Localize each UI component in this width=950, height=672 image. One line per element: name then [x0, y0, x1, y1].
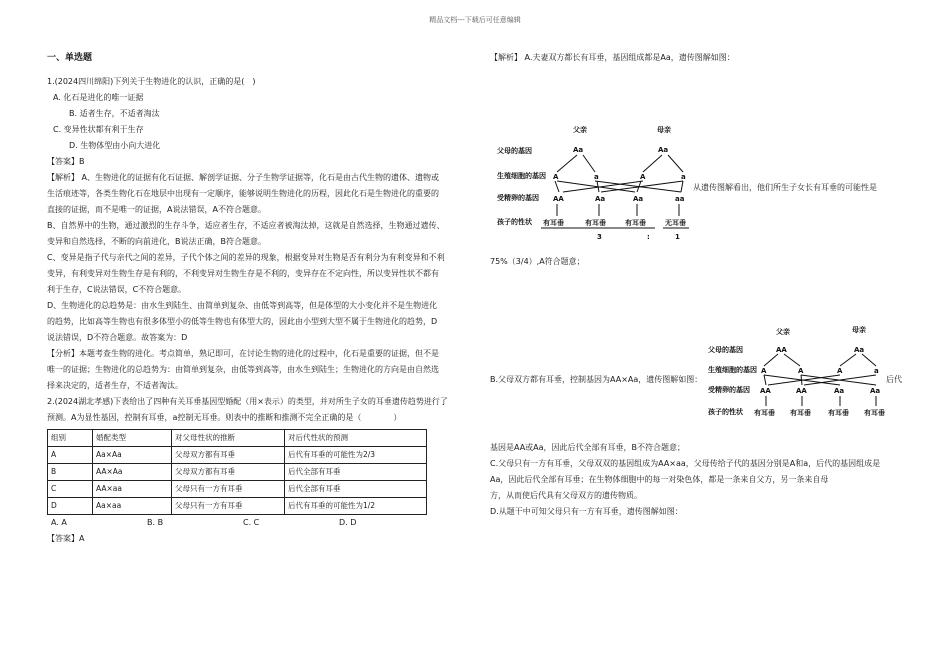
q2-options	[47, 515, 467, 531]
trait-label: 有耳垂	[754, 409, 775, 417]
diagram-row-label: 父母的基因	[708, 346, 743, 354]
analysis-line: 的趋势，比如高等生物也有很多体型小的低等生物也有体型大的，因此由小型到大型不属于生物进化的趋势，D	[47, 317, 438, 326]
table-cell: Aa×Aa	[93, 447, 172, 464]
analysis-line: 择来决定的，适者生存，不适者淘汰。	[47, 381, 183, 390]
zygote-gene: AA	[796, 387, 807, 395]
side-text-a	[693, 180, 877, 196]
section-title: 一、单选题	[47, 53, 93, 63]
parent-gene: Aa	[658, 146, 669, 154]
gamete-gene: a	[681, 173, 686, 181]
analysis-line: 生活痕迹等，各类生物化石在地层中出现有一定顺序，能够说明生物进化的历程，因此化石是生物进化的重要的	[47, 189, 439, 198]
gamete-gene: A	[761, 367, 767, 375]
zygote-gene: Aa	[870, 387, 881, 395]
d-text: D.从题干中可知父母只有一方有耳垂，遗传图解如图：	[490, 507, 683, 516]
table-cell: AA×aa	[93, 481, 172, 498]
q2-stem-line: 预测。A为显性基因，控制有耳垂，a控制无耳垂。则表中的推断和推测不完全正确的是（ ）	[47, 413, 402, 422]
table-header: 对后代性状的预测	[285, 430, 427, 447]
q1-option-d: D. 生物体型由小向大进化	[69, 141, 161, 150]
table-cell: 后代全部有耳垂	[285, 481, 427, 498]
gamete-gene: A	[798, 367, 804, 375]
b-text	[490, 372, 702, 388]
inheritance-diagram-a	[495, 118, 690, 243]
zygote-gene: Aa	[633, 195, 644, 203]
c-line: Aa，因此后代全部有耳垂；在生物体细胞中的每一对染色体，都是一条来自父方，另一条来自母	[490, 475, 829, 484]
table-cell: A	[48, 447, 93, 464]
b-side-line: 后代	[886, 375, 902, 384]
parent-gene: Aa	[573, 146, 584, 154]
table-cell: 父母双方都有耳垂	[172, 447, 285, 464]
q1-answer: 【答案】B	[47, 157, 85, 166]
zygote-gene: AA	[760, 387, 771, 395]
table-row	[48, 464, 427, 481]
table-header: 组别	[48, 430, 93, 447]
diagram-row-label: 受精卵的基因	[497, 194, 539, 202]
after-a	[490, 254, 585, 270]
right-analysis-a	[490, 50, 910, 66]
table-cell: D	[48, 498, 93, 515]
table-cell: 后代全部有耳垂	[285, 464, 427, 481]
b-side	[886, 372, 902, 388]
analysis-line: 【分析】本题考查生物的进化。考点简单，熟记即可，在讨论生物的进化的过程中，化石是重要的证据，但不是	[47, 349, 439, 358]
table-cell: 后代有耳垂的可能性为2/3	[285, 447, 427, 464]
table-cell: 父母只有一方有耳垂	[172, 498, 285, 515]
diagram-row-label: 生殖细胞的基因	[708, 366, 757, 374]
analysis-line: D、生物进化的总趋势是：由水生到陆生、由简单到复杂、由低等到高等，但是体型的大小变化并不是生物进化	[47, 301, 438, 310]
q2-option-b: B. B	[147, 518, 164, 527]
q1-option-c: C. 变异性状都有利于生存	[53, 125, 144, 134]
table-row	[48, 447, 427, 464]
trait-label: 有耳垂	[864, 409, 885, 417]
q2-option-a: A. A	[51, 518, 67, 527]
q2-stem-line: 2.(2024湖北孝感)下表给出了四种有关耳垂基因型婚配（用×表示）的类型，并对所生子女的耳垂遗传趋势进行了	[47, 397, 448, 406]
trait-label: 有耳垂	[625, 219, 646, 227]
b-after: 基因是AA或Aa，因此后代全部有耳垂，B不符合题意；	[490, 443, 686, 452]
parent-gene: Aa	[854, 346, 865, 354]
analysis-line: 直接的证据，而不是唯一的证据，A说法错误，A不符合题意。	[47, 205, 266, 214]
q2-table	[47, 429, 427, 515]
inheritance-diagram-b	[706, 322, 886, 422]
after-a-line: 75%（3/4）,A符合题意；	[490, 257, 585, 266]
table-cell: 后代有耳垂的可能性为1/2	[285, 498, 427, 515]
table-row	[48, 481, 427, 498]
analysis-line: B、自然界中的生物，通过激烈的生存斗争，适应者生存，不适应者被淘汰掉，这就是自然选择，生物通过遗传、	[47, 221, 445, 230]
table-cell: 父母双方都有耳垂	[172, 464, 285, 481]
analysis-line: C、变异是指子代与亲代之间的差异，子代个体之间的差异的现象，根据变异对生物是否有利分为有利变异和不利	[47, 253, 445, 262]
right-lower-text	[490, 440, 910, 520]
q1-option-a: A. 化石是进化的唯一证据	[53, 93, 144, 102]
analysis-a-text: 【解析】 A.夫妻双方都长有耳垂，基因组成都是Aa，遗传图解如图：	[490, 53, 735, 62]
diagram-row-label: 孩子的性状	[708, 408, 743, 416]
gamete-gene: A	[640, 173, 646, 181]
gamete-gene: A	[837, 367, 843, 375]
q1-option-b: B. 适者生存，不适者淘汰	[69, 109, 160, 118]
trait-label: 无耳垂	[665, 219, 686, 227]
analysis-line: 说法错误，D不符合题意。故答案为：D	[47, 333, 188, 342]
table-cell: AA×Aa	[93, 464, 172, 481]
table-cell: C	[48, 481, 93, 498]
table-header: 婚配类型	[93, 430, 172, 447]
diagram-father-label: 父亲	[573, 126, 587, 134]
analysis-line: 利于生存，C说法错误，C不符合题意。	[47, 285, 187, 294]
analysis-line: 【解析】 A、生物进化的证据有化石证据、解剖学证据、分子生物学证据等，化石是由古代生物的遗体、遗物或	[47, 173, 440, 182]
gamete-gene: a	[874, 367, 879, 375]
zygote-gene: Aa	[595, 195, 606, 203]
side-text-a-line: 从遗传图解看出，他们所生子女长有耳垂的可能性是	[693, 183, 877, 192]
analysis-line: 变异和自然选择，不断的向前进化，B说法正确，B符合题意。	[47, 237, 266, 246]
diagram-row-label: 受精卵的基因	[708, 386, 750, 394]
trait-label: 有耳垂	[585, 219, 606, 227]
q2-option-d: D. D	[339, 518, 357, 527]
q2-option-c: C. C	[243, 518, 260, 527]
c-line: 方，从而使后代具有父母双方的遗传物质。	[490, 491, 642, 500]
gamete-gene: A	[553, 173, 559, 181]
q2-answer: 【答案】A	[47, 534, 85, 543]
table-row	[48, 498, 427, 515]
analysis-line: 唯一的证据；生物进化的总趋势为：由简单到复杂，由低等到高等，由水生到陆生；生物进化的方向是由自然选	[47, 365, 439, 374]
diagram-row-label: 生殖细胞的基因	[497, 172, 546, 180]
diagram-mother-label: 母亲	[657, 126, 671, 134]
left-column	[47, 50, 467, 547]
c-line: C.父母只有一方有耳垂，父母双双的基因组成为AA×aa，父母传给子代的基因分别是A和a，后代的基因组成是	[490, 459, 881, 468]
gamete-gene: a	[594, 173, 599, 181]
zygote-gene: aa	[675, 195, 685, 203]
trait-label: 有耳垂	[828, 409, 849, 417]
ratio-part: 1	[675, 233, 680, 241]
b-text-line: B.父母双方都有耳垂，控制基因为AA×Aa，遗传图解如图：	[490, 375, 703, 384]
diagram-row-label: 父母的基因	[497, 147, 532, 155]
table-header-row	[48, 430, 427, 447]
trait-label: 有耳垂	[543, 219, 564, 227]
q1-analysis	[47, 170, 467, 394]
diagram-father-label: 父亲	[776, 328, 790, 336]
parent-gene: AA	[776, 346, 787, 354]
trait-label: 有耳垂	[790, 409, 811, 417]
ratio-part: 3	[597, 233, 602, 241]
ratio-part: :	[647, 233, 650, 241]
table-cell: Aa×aa	[93, 498, 172, 515]
zygote-gene: AA	[553, 195, 564, 203]
diagram-row-label: 孩子的性状	[497, 218, 532, 226]
zygote-gene: Aa	[834, 387, 845, 395]
table-cell: B	[48, 464, 93, 481]
table-header: 对父母性状的推断	[172, 430, 285, 447]
table-cell: 父母只有一方有耳垂	[172, 481, 285, 498]
q1-stem: 1.(2024四川绵阳)下列关于生物进化的认识，正确的是( )	[47, 77, 256, 86]
diagram-mother-label: 母亲	[852, 326, 866, 334]
analysis-line: 变异，有利变异对生物生存是有利的，不利变异对生物生存是不利的，变异存在不定向性，所以变异性状不都有	[47, 269, 439, 278]
page-header: 精品文档---下载后可任意编辑	[429, 16, 521, 24]
